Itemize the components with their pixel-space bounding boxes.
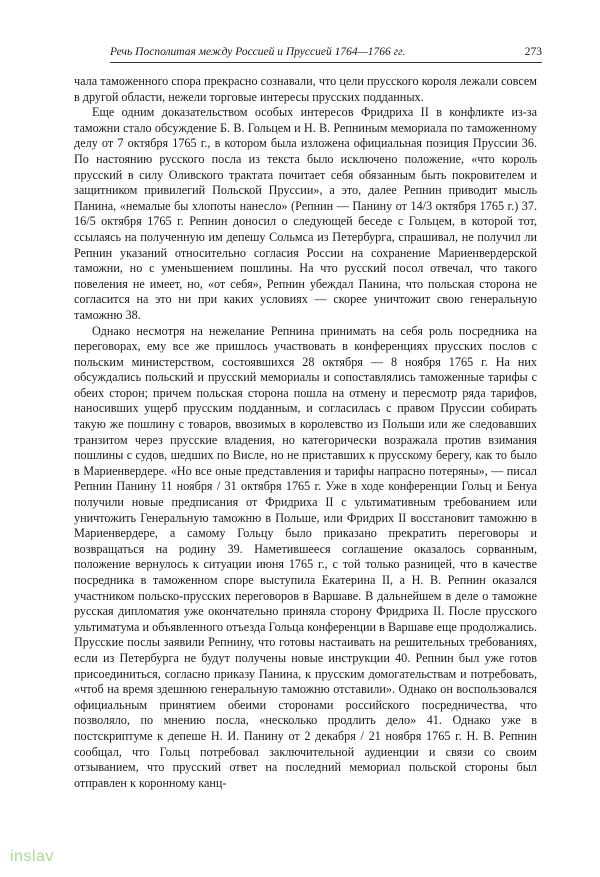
- paragraph-2: Еще одним доказательством особых интересов Фридриха II в конфликте из-за таможни стало обсуждение Б. В. Гольцем и Н. В. Репниным мемориала по таможенному делу от 7 октября 1765 г., в котором была изложена официальная позиция Пруссии 36. По настоянию русского посла из текста было исключено положение, «что король прусский в силу Оливского трактата почитает себя обязанным быть покровителем и защитником привилегий Польской Пруссии», а это, далее Репнин приводит мысль Панина, «немалые бы хлопоты нанесло» (Репнин — Панину от 14/3 октября 1765 г.) 37. 16/5 октября 1765 г. Репнин доносил о следующей беседе с Гольцем, в которой тот, ссылаясь на полученную им депешу Сольмса из Петербурга, спрашивал, не получил ли Репнин указаний относительно согласия России на сохранение Мариенвердерской таможни, но с уменьшением пошлины. На что русский посол отвечал, что такого повеления не имеет, но, «от себя», Репнин убеждал Панина, что польская сторона не согласится на это ни при каких условиях — скорее уничтожит свою генеральную таможню 38.: [74, 105, 537, 322]
- page-number: 273: [524, 46, 542, 58]
- paragraph-3: Однако несмотря на нежелание Репнина принимать на себя роль посредника на переговорах, ему все же пришлось участвовать в конференциях прусских послов с польским министерством, состоявшихся 28 октября — 8 ноября 1765 г. На них обсуждались польский и прусский мемориалы и сопоставлялись таможенные тарифы с обеих сторон; причем польская сторона пошла на отмену и пересмотр ряда тарифов, наносивших ущерб прусским подданным, и согласилась с правом Пруссии собирать такую же пошлину с товаров, ввозимых в королевство из Польши или же следовавших транзитом через прусские владения, но категорически возражала против взимания пошлины с судов, шедших по Висле, но не приставших к прусскому берегу, как то было в Мариенвердере. «Но все оные представления и тарифы напрасно потеряны», — писал Репнин Панину 11 ноября / 31 октября 1765 г. Уже в ходе конференции Гольц и Бенуа получили новые предписания от Фридриха II с ультимативным требованием или уничтожить Генеральную таможню в Польше, или Фридрих II восстановит таможню в Мариенвердере, а самому Гольцу было приказано прекратить переговоры и возвращаться на родину 39. Наметившееся соглашение оказалось сорванным, положение вернулось к ситуации июня 1765 г., с той только разницей, что в качестве посредника в таможенном споре выступила Екатерина II, а Н. В. Репнин оказался участником польско-прусских переговоров в Варшаве. В дальнейшем в деле о таможне русская дипломатия уже окончательно приняла сторону Фридриха II. После прусского ультиматума и объявленного отъезда Гольца конференции в Варшаве еще продолжались. Прусские послы заявили Репнину, что готовы настаивать на решительных требованиях, если из Петербурга не будут получены новые инструкции 40. Репнин был уже готов присоединиться, согласно приказу Панина, к прусским домогательствам и потребовать, «чтоб на время здешнюю генеральную таможню отставили». Однако он воспользовался официальным принятием обеими сторонами российского посредничества, что позволяло, по мнению посла, «несколько продлить дело» 41. Однако уже в постскриптуме к депеше Н. И. Панину от 2 декабря / 21 ноября 1765 г. Н. В. Репнин сообщал, что Гольц потребовал заключительной аудиенции и связи со своим отзыванием, что прусский ответ на последний мемориал польской стороны был отправлен к коронному канц-: [74, 323, 537, 790]
- watermark-logo: inslav: [10, 848, 54, 865]
- running-title: Речь Посполитая между Россией и Пруссией 1764—1766 гг.: [110, 46, 406, 58]
- running-header: [110, 44, 542, 63]
- paragraph-1: чала таможенного спора прекрасно сознавали, что цели прусского короля лежали совсем в другой области, нежели торговые интересы прусских подданных.: [74, 74, 537, 104]
- body-text: [74, 74, 537, 791]
